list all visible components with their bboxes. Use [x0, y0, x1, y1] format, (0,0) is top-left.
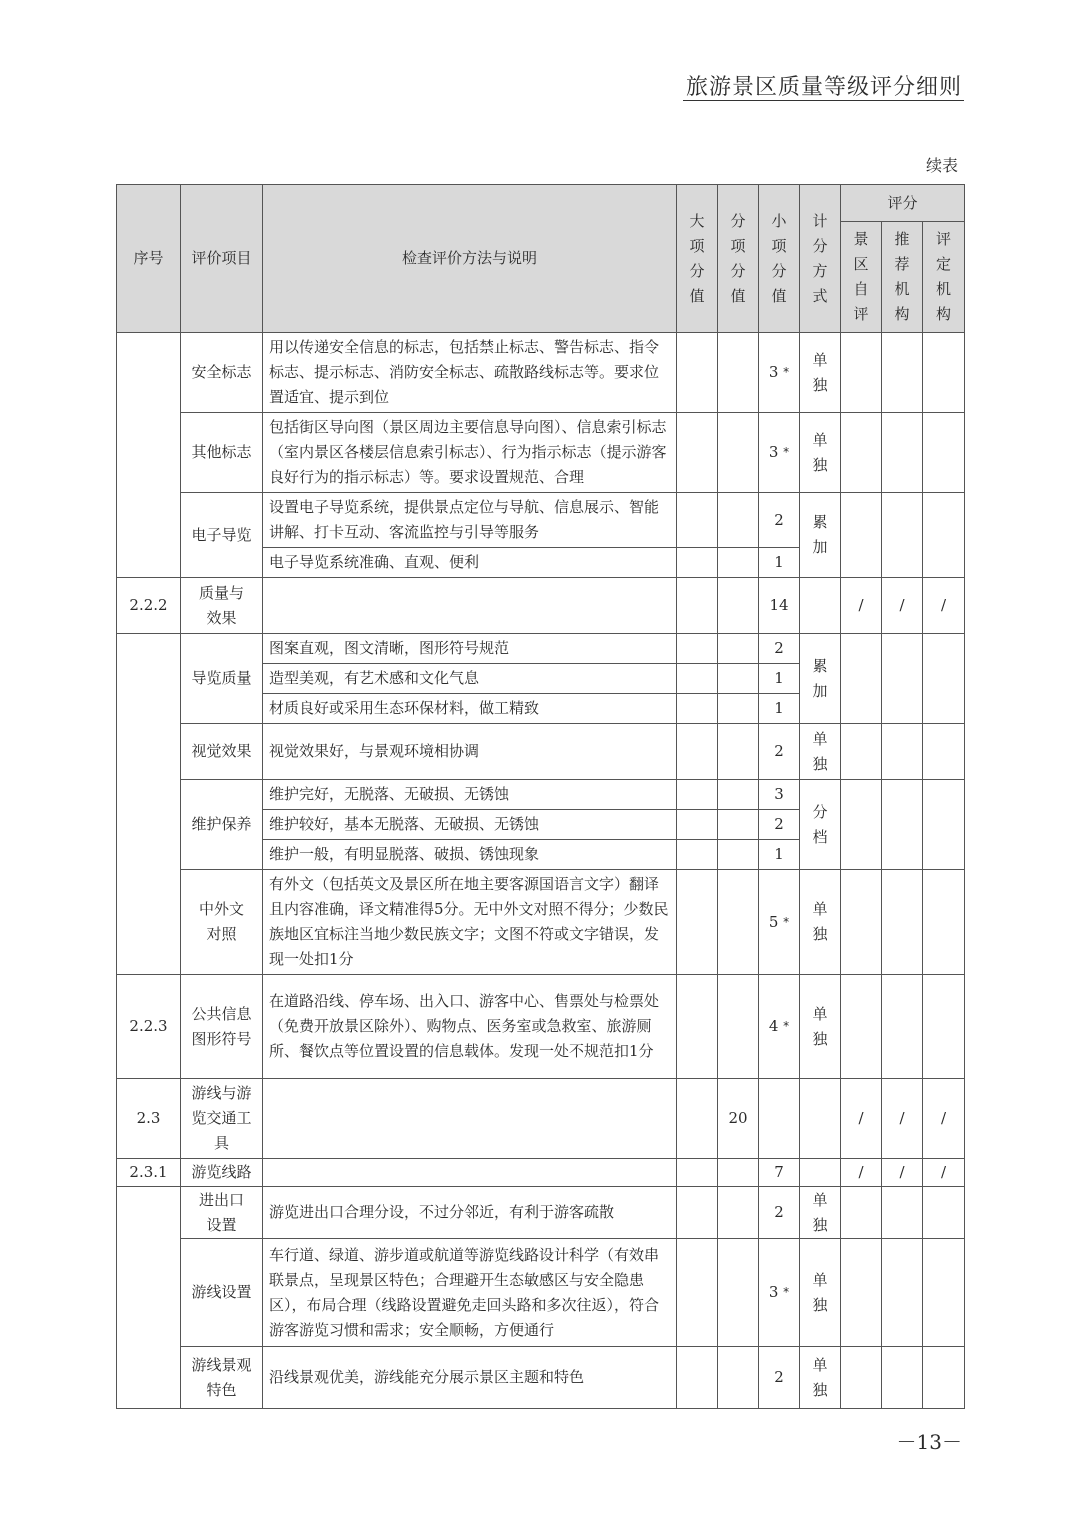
item-cell: 其他标志	[181, 413, 263, 493]
scoring-table	[116, 184, 965, 1409]
header-rule	[683, 100, 964, 101]
col-recommend-header: 推荐机构	[882, 222, 923, 333]
assess-score-cell: /	[923, 1079, 965, 1159]
table-row	[117, 975, 965, 1079]
seq-cell: 2.3	[117, 1079, 181, 1159]
desc-cell: 车行道、绿道、游步道或航道等游览线路设计科学（有效串联景点，呈现景区特色；合理避开生态敏感区与安全隐患区），布局合理（线路设置避免走回头路和多次往返），符合游客游览习惯和需求；安全顺畅，方便通行	[263, 1239, 677, 1347]
item-cell: 质量与效果	[181, 578, 263, 634]
col-method-header: 检查评价方法与说明	[263, 185, 677, 333]
col-sub-header: 分项分值	[718, 185, 759, 333]
minor-score-cell: 3 *	[759, 413, 800, 493]
calc-cell: 单独	[800, 724, 841, 780]
seq-cell	[117, 1187, 181, 1409]
table-row	[117, 1159, 965, 1187]
recommend-score-cell: /	[882, 1079, 923, 1159]
self-score-cell: /	[841, 578, 882, 634]
calc-cell: 累加	[800, 493, 841, 578]
table-row	[117, 724, 965, 780]
item-cell: 安全标志	[181, 333, 263, 413]
col-self-header: 景区自评	[841, 222, 882, 333]
minor-score-cell: 1	[759, 694, 800, 724]
desc-cell: 维护较好，基本无脱落、无破损、无锈蚀	[263, 810, 677, 840]
assess-score-cell: /	[923, 578, 965, 634]
col-item-header: 评价项目	[181, 185, 263, 333]
seq-cell	[117, 333, 181, 578]
col-seq-header: 序号	[117, 185, 181, 333]
desc-cell: 维护一般，有明显脱落、破损、锈蚀现象	[263, 840, 677, 870]
minor-score-cell: 4 *	[759, 975, 800, 1079]
col-assess-header: 评定机构	[923, 222, 965, 333]
table-row	[117, 1347, 965, 1409]
item-cell: 中外文对照	[181, 870, 263, 975]
document-title: 旅游景区质量等级评分细则	[685, 75, 962, 100]
self-score-cell: /	[841, 1159, 882, 1187]
calc-cell: 单独	[800, 1239, 841, 1347]
desc-cell: 包括街区导向图（景区周边主要信息导向图）、信息索引标志（室内景区各楼层信息索引标志）、行为指示标志（提示游客良好行为的指示标志）等。要求设置规范、合理	[263, 413, 677, 493]
item-cell: 进出口设置	[181, 1187, 263, 1239]
item-cell: 游览线路	[181, 1159, 263, 1187]
col-calc-header: 计分方式	[800, 185, 841, 333]
item-cell: 游线景观特色	[181, 1347, 263, 1409]
table-row	[117, 578, 965, 634]
calc-cell: 单独	[800, 333, 841, 413]
table-row	[117, 413, 965, 493]
recommend-score-cell: /	[882, 1159, 923, 1187]
item-cell: 视觉效果	[181, 724, 263, 780]
minor-score-cell: 2	[759, 1187, 800, 1239]
item-cell: 导览质量	[181, 634, 263, 724]
minor-score-cell: 14	[759, 578, 800, 634]
desc-cell: 图案直观，图文清晰，图形符号规范	[263, 634, 677, 664]
desc-cell: 在道路沿线、停车场、出入口、游客中心、售票处与检票处（免费开放景区除外）、购物点、医务室或急救室、旅游厕所、餐饮点等位置设置的信息载体。发现一处不规范扣1分	[263, 975, 677, 1079]
minor-score-cell: 7	[759, 1159, 800, 1187]
minor-score-cell: 1	[759, 664, 800, 694]
table-row	[117, 634, 965, 664]
table-row	[117, 870, 965, 975]
desc-cell: 电子导览系统准确、直观、便利	[263, 548, 677, 578]
col-score-header: 评分	[841, 185, 965, 222]
continued-label: 续表	[925, 156, 958, 175]
minor-score-cell: 2	[759, 634, 800, 664]
table-row	[117, 1239, 965, 1347]
desc-cell: 造型美观，有艺术感和文化气息	[263, 664, 677, 694]
assess-score-cell: /	[923, 1159, 965, 1187]
sub-score-cell: 20	[718, 1079, 759, 1159]
desc-cell: 维护完好，无脱落、无破损、无锈蚀	[263, 780, 677, 810]
recommend-score-cell: /	[882, 578, 923, 634]
self-score-cell: /	[841, 1079, 882, 1159]
item-cell: 游线与游览交通工具	[181, 1079, 263, 1159]
calc-cell: 分档	[800, 780, 841, 870]
item-cell: 电子导览	[181, 493, 263, 578]
minor-score-cell: 2	[759, 493, 800, 548]
desc-cell: 有外文（包括英文及景区所在地主要客源国语言文字）翻译且内容准确，译文精准得5分。无中外文对照不得分；少数民族地区宜标注当地少数民族文字；文图不符或文字错误，发现一处扣1分	[263, 870, 677, 975]
calc-cell: 单独	[800, 870, 841, 975]
table-row	[117, 333, 965, 413]
calc-cell: 单独	[800, 1347, 841, 1409]
item-cell: 公共信息图形符号	[181, 975, 263, 1079]
minor-score-cell: 2	[759, 810, 800, 840]
item-cell: 游线设置	[181, 1239, 263, 1347]
seq-cell: 2.2.3	[117, 975, 181, 1079]
minor-score-cell: 1	[759, 840, 800, 870]
desc-cell: 设置电子导览系统，提供景点定位与导航、信息展示、智能讲解、打卡互动、客流监控与引导等服务	[263, 493, 677, 548]
col-minor-header: 小项分值	[759, 185, 800, 333]
minor-score-cell: 1	[759, 548, 800, 578]
seq-cell: 2.3.1	[117, 1159, 181, 1187]
minor-score-cell: 3 *	[759, 1239, 800, 1347]
minor-score-cell: 2	[759, 1347, 800, 1409]
seq-cell: 2.2.2	[117, 578, 181, 634]
table-row	[117, 780, 965, 810]
col-major-header: 大项分值	[677, 185, 718, 333]
seq-cell	[117, 634, 181, 975]
minor-score-cell: 2	[759, 724, 800, 780]
calc-cell: 单独	[800, 975, 841, 1079]
desc-cell: 沿线景观优美，游线能充分展示景区主题和特色	[263, 1347, 677, 1409]
page-number: －13－	[896, 1430, 962, 1454]
table-row	[117, 1187, 965, 1239]
minor-score-cell: 5 *	[759, 870, 800, 975]
desc-cell: 视觉效果好，与景观环境相协调	[263, 724, 677, 780]
desc-cell: 游览进出口合理分设，不过分邻近，有利于游客疏散	[263, 1187, 677, 1239]
desc-cell: 材质良好或采用生态环保材料，做工精致	[263, 694, 677, 724]
calc-cell: 单独	[800, 413, 841, 493]
table-row	[117, 1079, 965, 1159]
table-row	[117, 493, 965, 548]
desc-cell: 用以传递安全信息的标志，包括禁止标志、警告标志、指令标志、提示标志、消防安全标志、疏散路线标志等。要求位置适宜、提示到位	[263, 333, 677, 413]
calc-cell: 单独	[800, 1187, 841, 1239]
minor-score-cell: 3	[759, 780, 800, 810]
calc-cell: 累加	[800, 634, 841, 724]
minor-score-cell: 3 *	[759, 333, 800, 413]
item-cell: 维护保养	[181, 780, 263, 870]
